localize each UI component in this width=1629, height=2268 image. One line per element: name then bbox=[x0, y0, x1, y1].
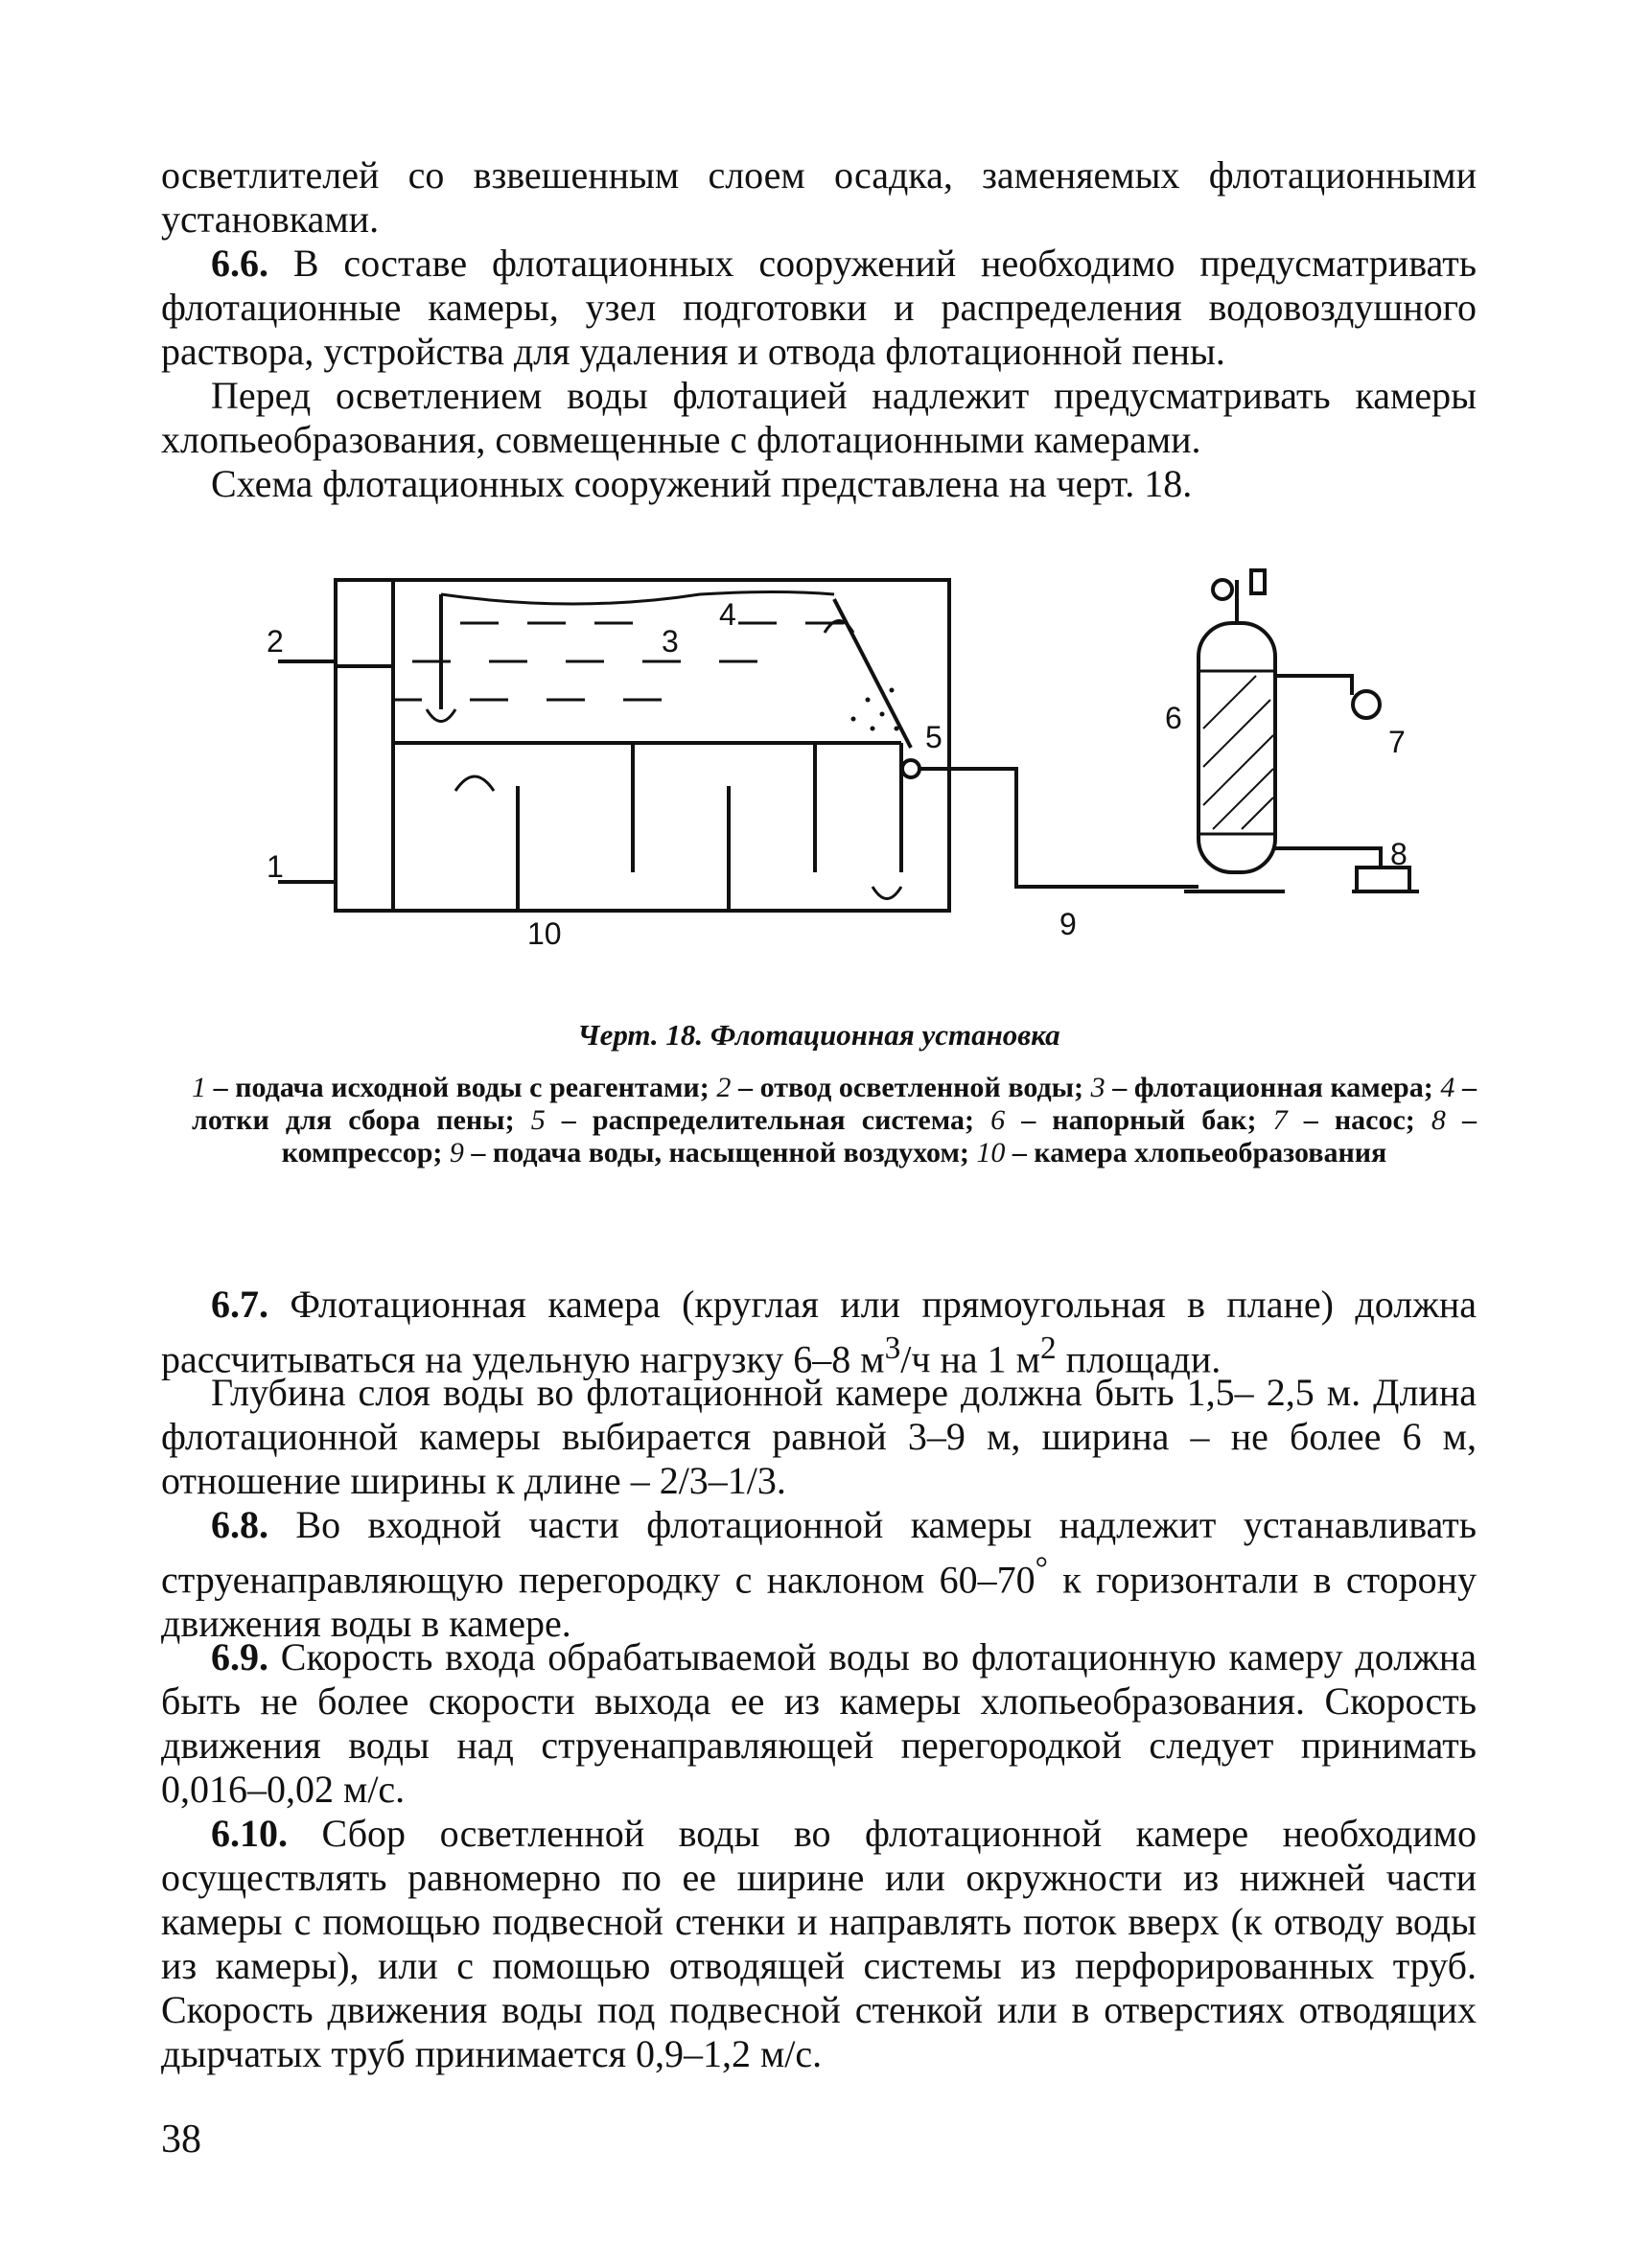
label-3: 3 bbox=[662, 624, 679, 659]
legend-item: 2 – отвод осветленной воды; bbox=[716, 1072, 1091, 1103]
paragraph-text: Скорость входа обрабатываемой воды во флотационную камеру должна быть не более скорости выхода ее из камеры хлопьеобразования. Скорость движения воды над струенаправляющей перегородкой следует принимать 0,016–0,02 м/с. bbox=[161, 1635, 1477, 1811]
label-10: 10 bbox=[527, 916, 562, 951]
legend-item: 3 – флотационная камера; bbox=[1090, 1072, 1441, 1103]
figure-legend bbox=[192, 1072, 1477, 1169]
legend-item: 9 – подача воды, насыщенной воздухом; bbox=[449, 1137, 977, 1169]
label-2: 2 bbox=[267, 624, 284, 659]
paragraph-continuation bbox=[161, 153, 1477, 242]
label-7: 7 bbox=[1388, 725, 1406, 759]
flotation-tank-outline bbox=[336, 580, 949, 911]
clause-number: 6.7. bbox=[211, 1283, 268, 1326]
label-8: 8 bbox=[1390, 837, 1408, 871]
label-1: 1 bbox=[267, 849, 284, 884]
paragraph-text: Схема флотационных сооружений представлена на черт. 18. bbox=[211, 462, 1193, 505]
clause-number: 6.8. bbox=[211, 1503, 268, 1546]
paragraph-text: Сбор осветленной воды во флотационной камере необходимо осуществлять равномерно по ее ширине или окружности из нижней части камеры с помощью подвесной стенки и направлять поток вверх (к отводу воды из камеры), или с помощью отводящей системы из перфорированных труб. Скорость движения воды под подвесной стенкой или в отверстиях отводящих дырчатых труб принимается 0,9–1,2 м/с. bbox=[161, 1812, 1477, 2075]
paragraph-scheme-ref bbox=[161, 462, 1477, 506]
paragraph-text: Глубина слоя воды во флотационной камере должна быть 1,5– 2,5 м. Длина флотационной камеры выбирается равной 3–9 м, ширина – не более 6 м, отношение ширины к длине – 2/3–1/3. bbox=[161, 1371, 1477, 1502]
paragraph-6-7: 6.7. Флотационная камера (круглая или прямоугольная в плане) должна рассчитываться на удельную нагрузку 6–8 $м^3/ч$ на 1 $м^2$ площади. bbox=[161, 1283, 1477, 1381]
label-4: 4 bbox=[719, 597, 736, 632]
legend-item: 4 – лотки для сбора пены; bbox=[192, 1072, 1477, 1136]
paragraph-6-9 bbox=[161, 1635, 1477, 1812]
label-5: 5 bbox=[925, 720, 942, 754]
clause-number: 6.6. bbox=[211, 242, 268, 285]
paragraph-flocculation bbox=[161, 374, 1477, 462]
label-6: 6 bbox=[1165, 701, 1182, 735]
page-number: 38 bbox=[161, 2118, 201, 2162]
legend-item: 10 – камера хлопьеобразования bbox=[976, 1137, 1387, 1169]
paragraph-text: осветлителей со взвешенным слоем осадка, заменяемых флотационными установками. bbox=[161, 153, 1477, 241]
paragraph-6-8: 6.8. Во входной части флотационной камеры надлежит устанавливать струенаправляющую перегородку с наклоном 60–70° к горизонтали в сторону движения воды в камере. bbox=[161, 1503, 1477, 1646]
paragraph-text: В составе флотационных сооружений необходимо предусматривать флотационные камеры, узел подготовки и распределения водовоздушного раствора, устройства для удаления и отвода флотационной пены. bbox=[161, 242, 1477, 373]
paragraph-6-6 bbox=[161, 242, 1477, 374]
legend-item: 1 – подача исходной воды с реагентами; bbox=[192, 1072, 717, 1103]
paragraph-depth bbox=[161, 1371, 1477, 1503]
legend-item: 8 – компрессор; bbox=[281, 1104, 1477, 1169]
legend-item: 6 – напорный бак; bbox=[990, 1104, 1273, 1136]
label-9: 9 bbox=[1059, 907, 1077, 941]
clause-number: 6.9. bbox=[211, 1635, 268, 1678]
flotation-unit-diagram bbox=[240, 556, 1438, 959]
figure-caption-title: Черт. 18. Флотационная установка bbox=[577, 1018, 1060, 1052]
legend-item: 7 – насос; bbox=[1272, 1104, 1431, 1136]
paragraph-text: Перед осветлением воды флотацией надлежит предусматривать камеры хлопьеобразования, совмещенные с флотационными камерами. bbox=[161, 374, 1477, 461]
legend-item: 5 – распределительная система; bbox=[530, 1104, 991, 1136]
clause-number: 6.10. bbox=[211, 1812, 288, 1855]
paragraph-6-10 bbox=[161, 1812, 1477, 2076]
outlet-box bbox=[336, 580, 393, 666]
